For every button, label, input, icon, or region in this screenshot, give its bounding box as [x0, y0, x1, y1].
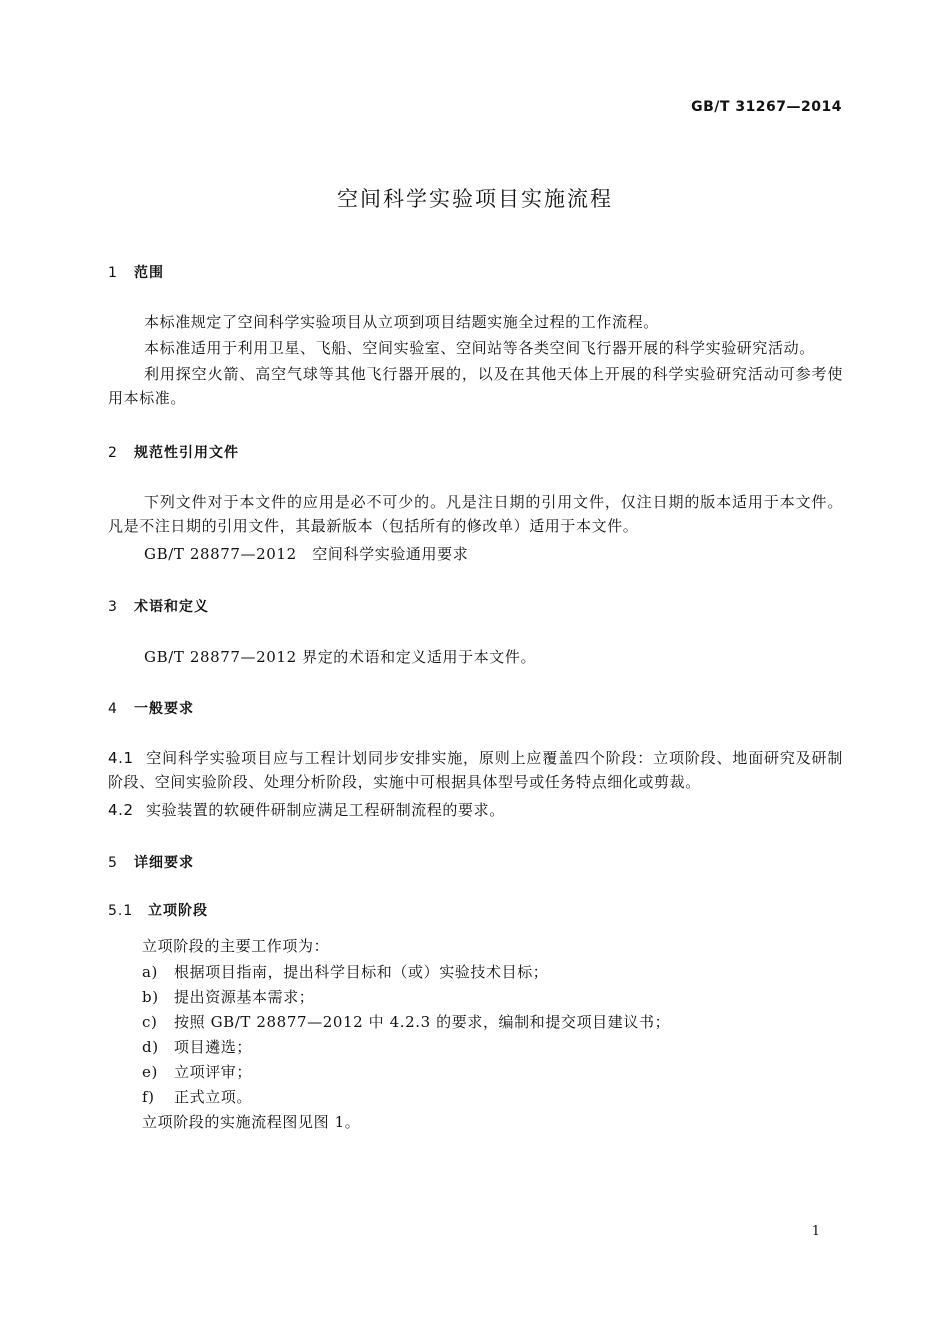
paragraph: 下列文件对于本文件的应用是必不可少的。凡是注日期的引用文件，仅注日期的版本适用于本文件。凡是不注日期的引用文件，其最新版本（包括所有的修改单）适用于本文件。 [108, 493, 843, 535]
list-item [142, 1086, 252, 1107]
clause-4-1 [108, 746, 843, 794]
document-title: 空间科学实验项目实施流程 [337, 187, 613, 211]
clause-text: 实验装置的软硬件研制应满足工程研制流程的要求。 [146, 801, 505, 819]
section-title: 术语和定义 [134, 599, 209, 615]
list-item [142, 1061, 252, 1082]
normative-reference: GB/T 28877—2012 空间科学实验通用要求 [144, 545, 469, 563]
section-title: 一般要求 [134, 701, 194, 717]
page-number: 1 [811, 1224, 820, 1239]
list-item [142, 986, 314, 1007]
section-2-heading [108, 442, 239, 462]
paragraph: 本标准规定了空间科学实验项目从立项到项目结题实施全过程的工作流程。 [144, 313, 659, 331]
subsection-5-1-heading [108, 900, 208, 920]
figure-reference: 立项阶段的实施流程图见图 1。 [142, 1113, 361, 1131]
section-number: 4 [108, 701, 118, 717]
section-title: 规范性引用文件 [134, 445, 239, 461]
section-title: 详细要求 [134, 855, 194, 871]
clause-4-2 [108, 798, 843, 822]
section-number: 2 [108, 445, 118, 461]
list-item [142, 1011, 670, 1032]
list-marker: f) [142, 1088, 155, 1106]
paragraph: GB/T 28877—2012 界定的术语和定义适用于本文件。 [144, 648, 537, 666]
list-item [142, 1036, 252, 1057]
list-marker: c) [142, 1013, 158, 1031]
list-marker: d) [142, 1038, 159, 1056]
list-item-text: 正式立项。 [174, 1088, 253, 1106]
section-1-heading [108, 262, 164, 282]
clause-text: 空间科学实验项目应与工程计划同步安排实施，原则上应覆盖四个阶段：立项阶段、地面研究及研制阶段、空间实验阶段、处理分析阶段，实施中可根据具体型号或任务特点细化或剪裁。 [108, 749, 843, 791]
clause-number: 4.2 [108, 801, 134, 819]
standard-number: GB/T 31267—2014 [691, 99, 842, 115]
paragraph: 利用探空火箭、高空气球等其他飞行器开展的，以及在其他天体上开展的科学实验研究活动可参考使用本标准。 [108, 365, 843, 407]
list-marker: e) [142, 1063, 158, 1081]
list-item-text: 根据项目指南，提出科学目标和（或）实验技术目标； [174, 963, 549, 981]
section-5-heading [108, 852, 194, 872]
list-item-text: 项目遴选； [174, 1038, 253, 1056]
list-marker: b) [142, 988, 159, 1006]
list-item-text: 立项评审； [174, 1063, 253, 1081]
list-marker: a) [142, 963, 158, 981]
section-3-heading [108, 596, 209, 616]
list-item-text: 按照 GB/T 28877—2012 中 4.2.3 的要求，编制和提交项目建议书； [174, 1013, 671, 1031]
subsection-title: 立项阶段 [148, 903, 208, 919]
section-number: 5 [108, 855, 118, 871]
subsection-number: 5.1 [108, 903, 134, 919]
list-item [142, 961, 548, 982]
section-number: 1 [108, 265, 118, 281]
section-4-heading [108, 698, 194, 718]
list-intro: 立项阶段的主要工作项为： [142, 937, 330, 955]
list-item-text: 提出资源基本需求； [174, 988, 315, 1006]
paragraph: 本标准适用于利用卫星、飞船、空间实验室、空间站等各类空间飞行器开展的科学实验研究活动。 [144, 339, 815, 357]
clause-number: 4.1 [108, 749, 134, 767]
section-title: 范围 [134, 265, 164, 281]
section-number: 3 [108, 599, 118, 615]
